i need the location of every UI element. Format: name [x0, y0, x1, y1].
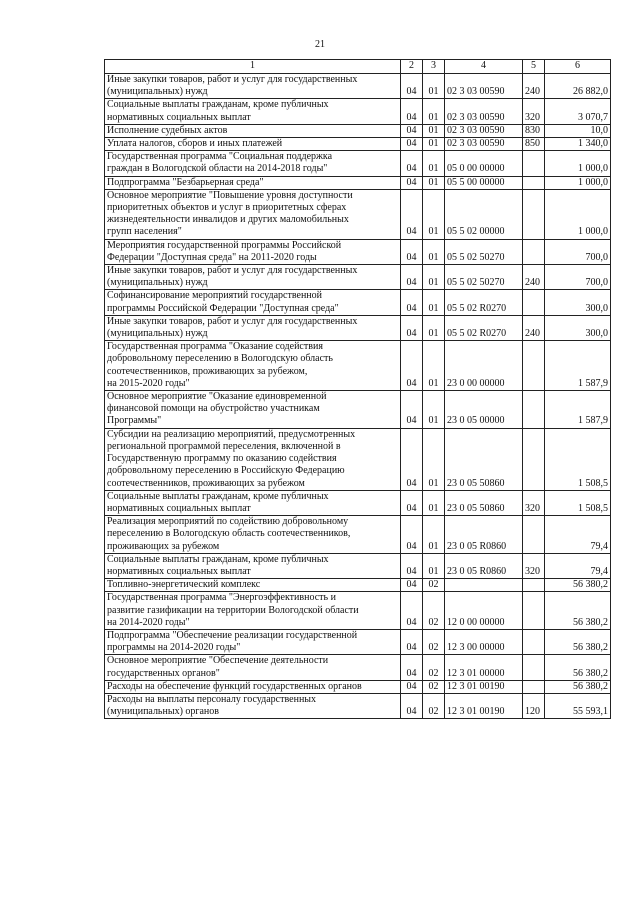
row-subsection-cell: 01 [423, 516, 445, 554]
row-amount-cell: 1 508,5 [545, 428, 611, 490]
header-col-expense-type: 5 [523, 60, 545, 74]
row-target-article-cell: 05 5 02 00000 [445, 189, 523, 239]
row-name-cell: Субсидии на реализацию мероприятий, предусмотренных региональной программой переселения, включенной в Государственную программу по оказанию содействия добровольному переселению в Российскую Федерацию соотечественников, проживающих за рубежом [105, 428, 401, 490]
header-col-section: 2 [401, 60, 423, 74]
row-subsection-cell: 01 [423, 490, 445, 515]
row-name-cell: Социальные выплаты гражданам, кроме публичных нормативных социальных выплат [105, 490, 401, 515]
row-amount-cell: 26 882,0 [545, 74, 611, 99]
row-expense-type-cell [523, 428, 545, 490]
row-subsection-cell: 02 [423, 579, 445, 592]
row-name-cell: Расходы на выплаты персоналу государственных (муниципальных) органов [105, 693, 401, 718]
row-expense-type-cell [523, 290, 545, 315]
row-name-cell: Подпрограмма "Безбарьерная среда" [105, 176, 401, 189]
row-section-cell: 04 [401, 315, 423, 340]
row-section-cell: 04 [401, 151, 423, 176]
table-row [105, 99, 611, 124]
row-subsection-cell: 02 [423, 592, 445, 630]
row-subsection-cell: 02 [423, 655, 445, 680]
row-expense-type-cell: 240 [523, 315, 545, 340]
row-expense-type-cell [523, 592, 545, 630]
row-amount-cell: 700,0 [545, 239, 611, 264]
row-amount-cell: 1 000,0 [545, 151, 611, 176]
row-expense-type-cell [523, 151, 545, 176]
row-section-cell: 04 [401, 189, 423, 239]
row-section-cell: 04 [401, 74, 423, 99]
row-amount-cell: 1 587,9 [545, 391, 611, 429]
row-name-cell: Топливно-энергетический комплекс [105, 579, 401, 592]
row-subsection-cell: 01 [423, 74, 445, 99]
row-subsection-cell: 02 [423, 680, 445, 693]
row-subsection-cell: 01 [423, 124, 445, 137]
row-amount-cell: 1 587,9 [545, 341, 611, 391]
row-section-cell: 04 [401, 239, 423, 264]
row-amount-cell: 79,4 [545, 516, 611, 554]
row-target-article-cell: 02 3 03 00590 [445, 74, 523, 99]
row-amount-cell: 300,0 [545, 290, 611, 315]
row-name-cell: Расходы на обеспечение функций государственных органов [105, 680, 401, 693]
table-row [105, 592, 611, 630]
table-row [105, 579, 611, 592]
row-target-article-cell: 12 0 00 00000 [445, 592, 523, 630]
row-subsection-cell: 01 [423, 341, 445, 391]
table-row [105, 138, 611, 151]
row-section-cell: 04 [401, 428, 423, 490]
row-name-cell: Иные закупки товаров, работ и услуг для государственных (муниципальных) нужд [105, 74, 401, 99]
row-expense-type-cell [523, 680, 545, 693]
row-target-article-cell: 05 5 02 R0270 [445, 290, 523, 315]
row-subsection-cell: 01 [423, 138, 445, 151]
row-amount-cell: 1 000,0 [545, 189, 611, 239]
table-row [105, 239, 611, 264]
row-subsection-cell: 01 [423, 239, 445, 264]
row-subsection-cell: 01 [423, 391, 445, 429]
page-number: 21 [315, 39, 325, 50]
table-row [105, 265, 611, 290]
row-amount-cell: 56 380,2 [545, 592, 611, 630]
row-amount-cell: 56 380,2 [545, 629, 611, 654]
row-expense-type-cell: 240 [523, 265, 545, 290]
row-section-cell: 04 [401, 629, 423, 654]
row-section-cell: 04 [401, 176, 423, 189]
row-name-cell: Реализация мероприятий по содействию добровольному переселению в Вологодскую область соотечественников, проживающих за рубежом [105, 516, 401, 554]
row-name-cell: Основное мероприятие "Оказание единовременной финансовой помощи на обустройство участникам Программы" [105, 391, 401, 429]
row-target-article-cell: 12 3 01 00190 [445, 680, 523, 693]
row-name-cell: Уплата налогов, сборов и иных платежей [105, 138, 401, 151]
table-row [105, 516, 611, 554]
row-expense-type-cell [523, 341, 545, 391]
row-section-cell: 04 [401, 579, 423, 592]
row-target-article-cell: 12 3 01 00190 [445, 693, 523, 718]
row-expense-type-cell [523, 176, 545, 189]
row-name-cell: Мероприятия государственной программы Российской Федерации "Доступная среда" на 2011-2020 годы [105, 239, 401, 264]
row-amount-cell: 10,0 [545, 124, 611, 137]
table-row [105, 290, 611, 315]
row-target-article-cell: 05 5 02 50270 [445, 265, 523, 290]
row-subsection-cell: 01 [423, 553, 445, 578]
row-subsection-cell: 01 [423, 428, 445, 490]
row-expense-type-cell: 320 [523, 490, 545, 515]
row-name-cell: Основное мероприятие "Обеспечение деятельности государственных органов" [105, 655, 401, 680]
row-subsection-cell: 01 [423, 176, 445, 189]
row-amount-cell: 700,0 [545, 265, 611, 290]
row-subsection-cell: 02 [423, 629, 445, 654]
row-name-cell: Основное мероприятие "Повышение уровня доступности приоритетных объектов и услуг в приоритетных сферах жизнедеятельности инвалидов и других маломобильных групп населения" [105, 189, 401, 239]
row-section-cell: 04 [401, 693, 423, 718]
row-expense-type-cell: 320 [523, 553, 545, 578]
row-expense-type-cell [523, 579, 545, 592]
budget-table [104, 59, 611, 719]
row-section-cell: 04 [401, 99, 423, 124]
row-name-cell: Государственная программа "Социальная поддержка граждан в Вологодской области на 2014-2018 годы" [105, 151, 401, 176]
row-amount-cell: 55 593,1 [545, 693, 611, 718]
header-col-subsection: 3 [423, 60, 445, 74]
row-target-article-cell: 05 0 00 00000 [445, 151, 523, 176]
row-target-article-cell: 05 5 02 50270 [445, 239, 523, 264]
table-row [105, 124, 611, 137]
row-name-cell: Государственная программа "Оказание содействия добровольному переселению в Вологодскую область соотечественников, проживающих за рубежом, на 2015-2020 годы" [105, 341, 401, 391]
row-expense-type-cell [523, 655, 545, 680]
row-expense-type-cell: 830 [523, 124, 545, 137]
row-name-cell: Иные закупки товаров, работ и услуг для государственных (муниципальных) нужд [105, 265, 401, 290]
row-section-cell: 04 [401, 680, 423, 693]
row-amount-cell: 1 000,0 [545, 176, 611, 189]
table-row [105, 428, 611, 490]
table-row [105, 655, 611, 680]
row-subsection-cell: 01 [423, 189, 445, 239]
header-col-amount: 6 [545, 60, 611, 74]
row-expense-type-cell [523, 629, 545, 654]
row-subsection-cell: 01 [423, 290, 445, 315]
row-expense-type-cell: 240 [523, 74, 545, 99]
table-row [105, 553, 611, 578]
row-name-cell: Софинансирование мероприятий государственной программы Российской Федерации "Доступная среда" [105, 290, 401, 315]
row-expense-type-cell [523, 516, 545, 554]
row-target-article-cell: 12 3 00 00000 [445, 629, 523, 654]
row-section-cell: 04 [401, 290, 423, 315]
row-section-cell: 04 [401, 391, 423, 429]
row-subsection-cell: 01 [423, 315, 445, 340]
row-target-article-cell: 23 0 05 00000 [445, 391, 523, 429]
row-amount-cell: 56 380,2 [545, 680, 611, 693]
row-section-cell: 04 [401, 516, 423, 554]
row-target-article-cell: 23 0 05 R0860 [445, 553, 523, 578]
table-row [105, 490, 611, 515]
row-expense-type-cell [523, 189, 545, 239]
row-name-cell: Иные закупки товаров, работ и услуг для государственных (муниципальных) нужд [105, 315, 401, 340]
row-amount-cell: 1 340,0 [545, 138, 611, 151]
row-section-cell: 04 [401, 592, 423, 630]
table-row [105, 341, 611, 391]
row-target-article-cell: 02 3 03 00590 [445, 99, 523, 124]
table-row [105, 629, 611, 654]
row-target-article-cell [445, 579, 523, 592]
row-amount-cell: 79,4 [545, 553, 611, 578]
row-amount-cell: 56 380,2 [545, 579, 611, 592]
table-row [105, 74, 611, 99]
table-body [105, 74, 611, 719]
row-name-cell: Исполнение судебных актов [105, 124, 401, 137]
row-section-cell: 04 [401, 490, 423, 515]
row-name-cell: Социальные выплаты гражданам, кроме публичных нормативных социальных выплат [105, 553, 401, 578]
row-target-article-cell: 23 0 05 50860 [445, 490, 523, 515]
table-row [105, 189, 611, 239]
row-section-cell: 04 [401, 138, 423, 151]
row-subsection-cell: 01 [423, 265, 445, 290]
row-target-article-cell: 05 5 02 R0270 [445, 315, 523, 340]
row-target-article-cell: 23 0 05 R0860 [445, 516, 523, 554]
row-name-cell: Государственная программа "Энергоэффективность и развитие газификации на территории Вологодской области на 2014-2020 годы" [105, 592, 401, 630]
row-section-cell: 04 [401, 655, 423, 680]
row-target-article-cell: 12 3 01 00000 [445, 655, 523, 680]
row-subsection-cell: 01 [423, 151, 445, 176]
row-subsection-cell: 01 [423, 99, 445, 124]
table-row [105, 680, 611, 693]
row-expense-type-cell [523, 391, 545, 429]
row-name-cell: Подпрограмма "Обеспечение реализации государственной программы на 2014-2020 годы" [105, 629, 401, 654]
header-row [105, 60, 611, 74]
row-expense-type-cell: 320 [523, 99, 545, 124]
row-section-cell: 04 [401, 124, 423, 137]
row-target-article-cell: 05 5 00 00000 [445, 176, 523, 189]
row-name-cell: Социальные выплаты гражданам, кроме публичных нормативных социальных выплат [105, 99, 401, 124]
row-expense-type-cell: 850 [523, 138, 545, 151]
row-target-article-cell: 23 0 00 00000 [445, 341, 523, 391]
row-subsection-cell: 02 [423, 693, 445, 718]
table-row [105, 151, 611, 176]
row-amount-cell: 56 380,2 [545, 655, 611, 680]
row-section-cell: 04 [401, 553, 423, 578]
row-target-article-cell: 23 0 05 50860 [445, 428, 523, 490]
header-col-name: 1 [105, 60, 401, 74]
table-row [105, 391, 611, 429]
row-expense-type-cell: 120 [523, 693, 545, 718]
header-col-target-article: 4 [445, 60, 523, 74]
row-target-article-cell: 02 3 03 00590 [445, 124, 523, 137]
row-section-cell: 04 [401, 341, 423, 391]
row-amount-cell: 3 070,7 [545, 99, 611, 124]
row-section-cell: 04 [401, 265, 423, 290]
row-target-article-cell: 02 3 03 00590 [445, 138, 523, 151]
row-amount-cell: 1 508,5 [545, 490, 611, 515]
table-row [105, 315, 611, 340]
row-expense-type-cell [523, 239, 545, 264]
table-row [105, 176, 611, 189]
row-amount-cell: 300,0 [545, 315, 611, 340]
table-row [105, 693, 611, 718]
